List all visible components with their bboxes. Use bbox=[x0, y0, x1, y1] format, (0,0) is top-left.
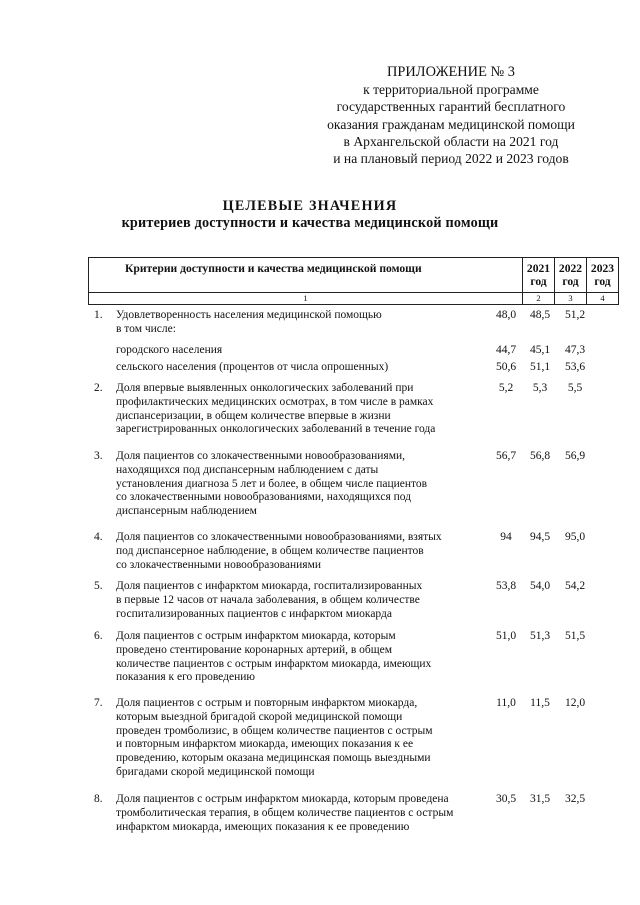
appendix-line: к территориальной программе bbox=[363, 82, 539, 98]
row-number: 4. bbox=[94, 531, 103, 543]
row-criterion-text bbox=[116, 793, 488, 834]
row-number: 6. bbox=[94, 630, 103, 642]
row-text-line: Доля пациентов с острым инфарктом миокарда, которым bbox=[116, 630, 396, 642]
row-value-2022: 54,0 bbox=[529, 580, 551, 592]
row-value-2022: 45,1 bbox=[529, 344, 551, 356]
header-year-2022: 2022 год bbox=[555, 258, 587, 293]
row-value-2021: 94 bbox=[500, 531, 512, 543]
row-text-line: количестве пациентов с острым инфарктом миокарда, имеющих bbox=[116, 657, 432, 670]
row-number: 5. bbox=[94, 580, 103, 592]
row-text-line: под диспансерное наблюдение, в общем количестве пациентов bbox=[116, 544, 424, 557]
heading-subtitle: критериев доступности и качества медицинской помощи bbox=[121, 215, 499, 231]
row-criterion-text bbox=[116, 450, 488, 519]
table-header bbox=[88, 257, 619, 305]
row-text-line: профилактических медицинских осмотрах, в том числе в рамках bbox=[116, 395, 434, 408]
row-text-line: проведению, которым оказана медицинская помощь выездными bbox=[116, 752, 431, 765]
row-text-line: в первые 12 часов от начала заболевания, в общем количестве bbox=[116, 593, 420, 606]
row-value-2022: 56,8 bbox=[529, 450, 551, 462]
row-value-2021: 11,0 bbox=[496, 697, 516, 709]
row-value-2023: 32,5 bbox=[564, 793, 586, 805]
row-value-2022: 11,5 bbox=[530, 697, 550, 709]
appendix-line: оказания гражданам медицинской помощи bbox=[327, 116, 575, 132]
row-text-line: Удовлетворенность населения медицинской помощью bbox=[116, 309, 382, 321]
row-value-2022: 48,5 bbox=[529, 309, 551, 321]
appendix-block bbox=[300, 64, 602, 167]
row-text-line: находящихся под диспансерным наблюдением с даты bbox=[116, 463, 379, 476]
row-text-line: диспансерным наблюдением bbox=[116, 505, 257, 518]
header-year-2021: 2021 год bbox=[523, 258, 555, 293]
row-criterion-text bbox=[116, 580, 488, 621]
row-number: 7. bbox=[94, 697, 103, 709]
row-text-line: Доля пациентов со злокачественными новообразованиями, bbox=[116, 450, 406, 462]
header-col-number: 2 bbox=[523, 293, 555, 305]
row-criterion-text bbox=[116, 344, 488, 358]
row-text-line: зарегистрированных онкологических заболеваний в течение года bbox=[116, 423, 436, 436]
row-text-line: бригадами скорой медицинской помощи bbox=[116, 765, 315, 778]
row-value-2023: 54,2 bbox=[564, 580, 586, 592]
appendix-title: ПРИЛОЖЕНИЕ № 3 bbox=[387, 64, 515, 80]
row-criterion-text bbox=[116, 361, 488, 375]
appendix-line: государственных гарантий бесплатного bbox=[336, 99, 566, 115]
row-value-2021: 44,7 bbox=[495, 344, 517, 356]
row-value-2022: 5,3 bbox=[532, 382, 548, 394]
row-criterion-text bbox=[116, 630, 488, 685]
header-year-2023: 2023 год bbox=[587, 258, 619, 293]
row-text-line: показания к его проведению bbox=[116, 671, 255, 684]
row-text-line: в том числе: bbox=[116, 322, 176, 335]
header-criteria: Критерии доступности и качества медицинской помощи bbox=[89, 258, 523, 293]
heading-title: ЦЕЛЕВЫЕ ЗНАЧЕНИЯ bbox=[222, 198, 398, 214]
row-value-2021: 53,8 bbox=[495, 580, 517, 592]
row-value-2021: 30,5 bbox=[495, 793, 517, 805]
row-value-2022: 51,1 bbox=[529, 361, 551, 373]
row-value-2021: 50,6 bbox=[495, 361, 517, 373]
row-number: 3. bbox=[94, 450, 103, 462]
row-value-2023: 12,0 bbox=[564, 697, 586, 709]
row-text-line: диспансеризации, в общем количестве впервые в жизни bbox=[116, 409, 391, 422]
document-heading bbox=[0, 198, 620, 232]
row-number: 1. bbox=[94, 309, 103, 321]
row-text-line: инфарктом миокарда, имеющих показания к ее проведению bbox=[116, 820, 410, 833]
row-criterion-text bbox=[116, 531, 488, 572]
row-text-line: Доля пациентов с острым и повторным инфарктом миокарда, bbox=[116, 697, 418, 709]
appendix-line: и на плановый период 2022 и 2023 годов bbox=[333, 151, 569, 167]
row-text-line: проведен тромболизис, в общем количестве пациентов с острым bbox=[116, 724, 433, 737]
row-criterion-text bbox=[116, 697, 488, 780]
row-text-line: Доля пациентов с острым инфарктом миокарда, которым проведена bbox=[116, 793, 449, 805]
row-number: 2. bbox=[94, 382, 103, 394]
row-value-2021: 48,0 bbox=[495, 309, 517, 321]
row-value-2023: 51,5 bbox=[564, 630, 586, 642]
row-text-line: установления диагноза 5 лет и более, в общем числе пациентов bbox=[116, 477, 428, 490]
row-text-line: тромболитическая терапия, в общем количестве пациентов с острым bbox=[116, 806, 454, 819]
header-col-number: 1 bbox=[89, 293, 523, 305]
row-criterion-text bbox=[116, 382, 488, 437]
row-value-2023: 53,6 bbox=[564, 361, 586, 373]
row-text-line: которым выездной бригадой скорой медицинской помощи bbox=[116, 710, 403, 723]
header-col-number: 3 bbox=[555, 293, 587, 305]
row-text-line: сельского населения (процентов от числа опрошенных) bbox=[116, 361, 389, 373]
row-text-line: городского населения bbox=[116, 344, 223, 356]
row-text-line: госпитализированных пациентов с инфарктом миокарда bbox=[116, 607, 392, 620]
row-text-line: Доля пациентов с инфарктом миокарда, госпитализированных bbox=[116, 580, 423, 592]
row-text-line: со злокачественными новообразованиями, находящихся под bbox=[116, 491, 412, 504]
appendix-line: в Архангельской области на 2021 год bbox=[343, 133, 559, 149]
row-criterion-text bbox=[116, 309, 488, 337]
header-col-number: 4 bbox=[587, 293, 619, 305]
row-text-line: проведено стентирование коронарных артерий, в общем bbox=[116, 643, 392, 656]
row-value-2023: 5,5 bbox=[567, 382, 583, 394]
row-text-line: со злокачественными новообразованиями bbox=[116, 558, 322, 571]
row-value-2023: 51,2 bbox=[564, 309, 586, 321]
row-value-2022: 51,3 bbox=[529, 630, 551, 642]
row-value-2022: 94,5 bbox=[529, 531, 551, 543]
row-number: 8. bbox=[94, 793, 103, 805]
row-value-2023: 56,9 bbox=[564, 450, 586, 462]
row-text-line: Доля впервые выявленных онкологических заболеваний при bbox=[116, 382, 414, 394]
row-value-2021: 51,0 bbox=[495, 630, 517, 642]
row-value-2021: 5,2 bbox=[498, 382, 514, 394]
row-text-line: и повторным инфарктом миокарда, имеющих показания к ее bbox=[116, 738, 414, 751]
row-value-2023: 95,0 bbox=[564, 531, 586, 543]
row-value-2022: 31,5 bbox=[529, 793, 551, 805]
row-value-2023: 47,3 bbox=[564, 344, 586, 356]
row-text-line: Доля пациентов со злокачественными новообразованиями, взятых bbox=[116, 531, 442, 543]
row-value-2021: 56,7 bbox=[495, 450, 517, 462]
